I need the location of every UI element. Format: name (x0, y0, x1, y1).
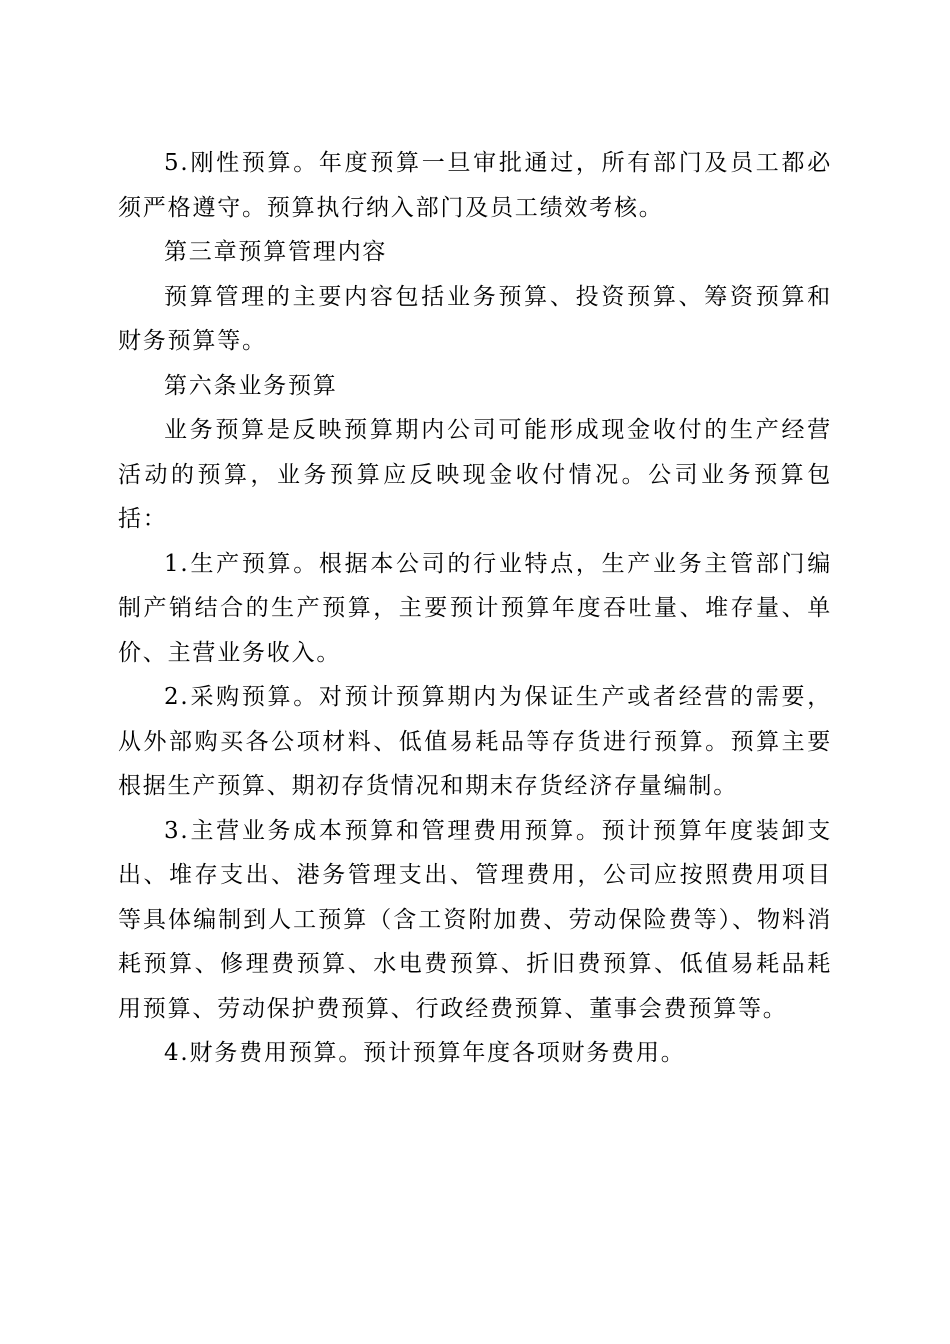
paragraph-business-budget: 业务预算是反映预算期内公司可能形成现金收付的生产经营活动的预算，业务预算应反映现金收付情况。公司业务预算包括： (118, 417, 832, 532)
paragraph-cost-budget: 3.主营业务成本预算和管理费用预算。预计预算年度装卸支出、堆存支出、港务管理支出、管理费用，公司应按照费用项目等具体编制到人工预算（含工资附加费、劳动保险费等）、物料消耗预算、修理费预算、水电费预算、折旧费预算、低值易耗品耗用预算、劳动保护费预算、行政经费预算、董事会费预算等。 (118, 817, 832, 1022)
document-body (118, 141, 832, 1076)
paragraph-budget-contents: 预算管理的主要内容包括业务预算、投资预算、筹资预算和财务预算等。 (118, 283, 832, 354)
paragraph-finance-cost-budget: 4.财务费用预算。预计预算年度各项财务费用。 (164, 1040, 686, 1066)
article-heading: 第六条业务预算 (164, 372, 338, 399)
paragraph-production-budget: 1.生产预算。根据本公司的行业特点，生产业务主管部门编制产销结合的生产预算，主要预计预算年度吞吐量、堆存量、单价、主营业务收入。 (118, 550, 832, 666)
paragraph-purchase-budget: 2.采购预算。对预计预算期内为保证生产或者经营的需要，从外部购买各公项材料、低值易耗品等存货进行预算。预算主要根据生产预算、期初存货情况和期末存货经济存量编制。 (118, 684, 832, 799)
chapter-heading: 第三章预算管理内容 (164, 239, 388, 265)
paragraph-rigid-budget: 5.刚性预算。年度预算一旦审批通过，所有部门及员工都必须严格遵守。预算执行纳入部门及员工绩效考核。 (118, 150, 832, 221)
